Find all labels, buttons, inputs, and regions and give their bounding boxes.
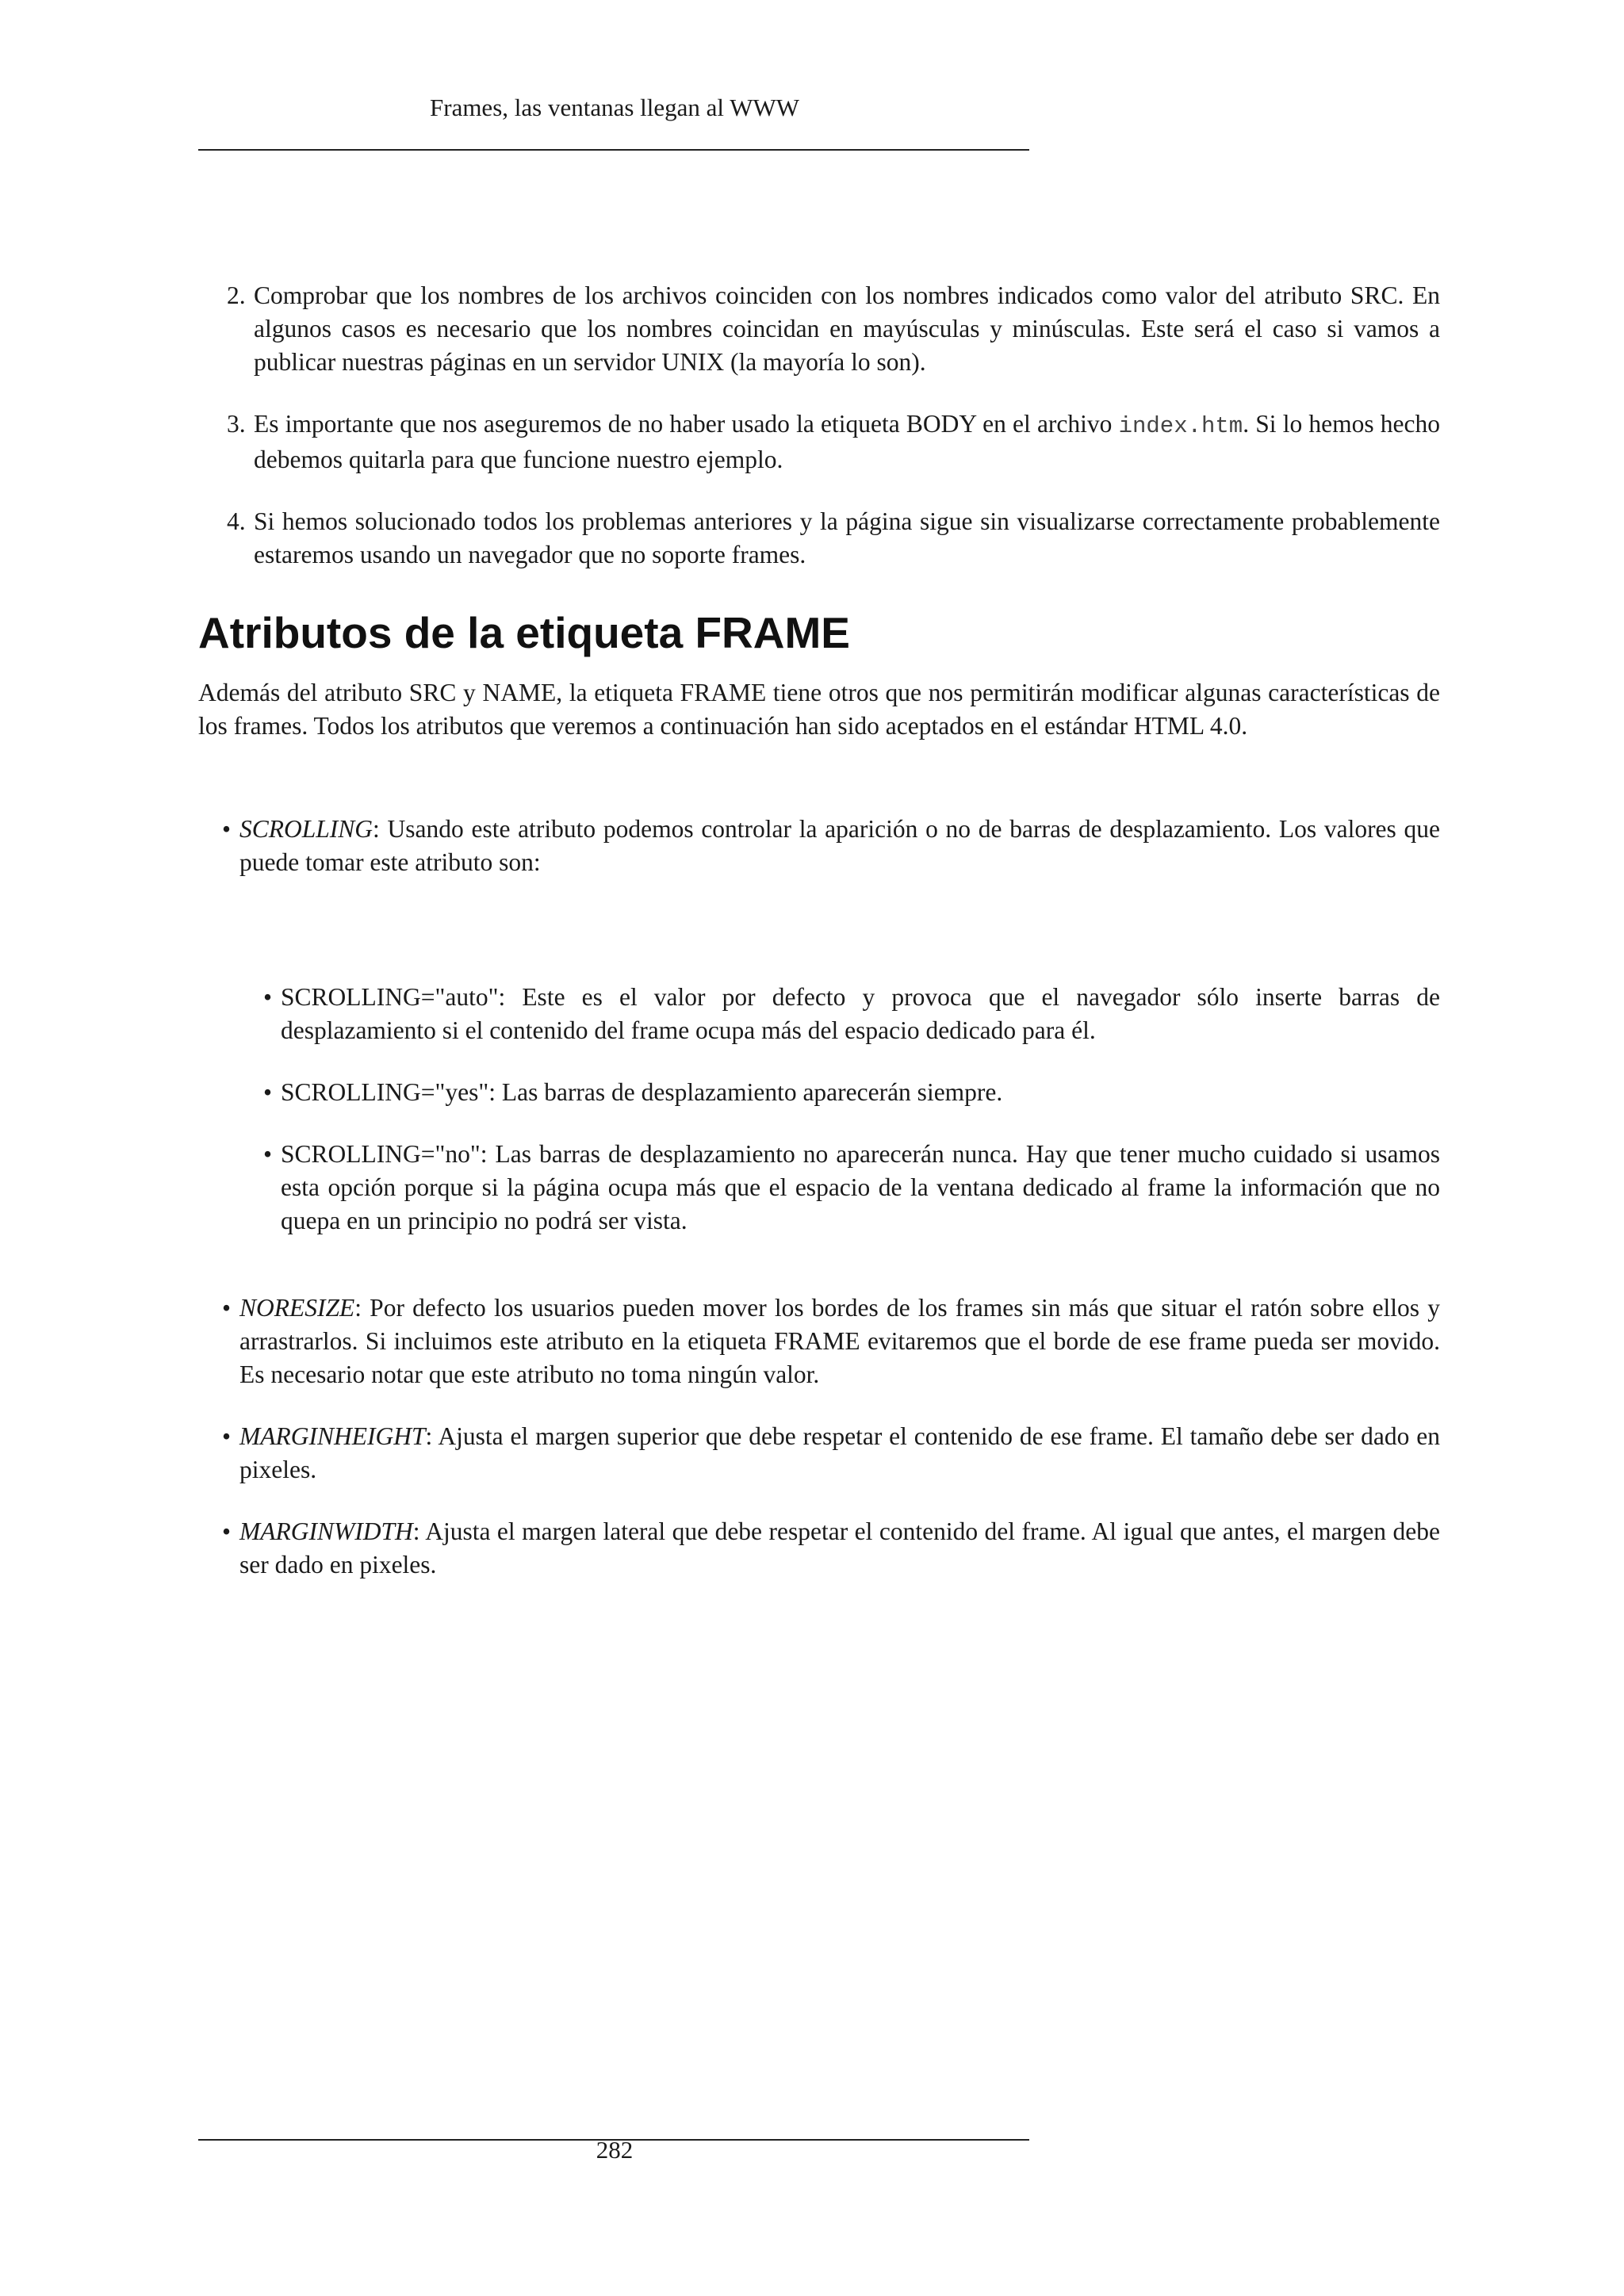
bullet-text: SCROLLING="no": Las barras de desplazamiento no aparecerán nunca. Hay que tener mucho cuidado si usamos esta opción porque si la página ocupa más que el espacio de la ventana dedicado al frame la información que no quepa en un principio no podrá ser vista. — [281, 1140, 1440, 1234]
numbered-item-3 — [227, 408, 1440, 476]
spacer — [198, 1266, 1440, 1292]
bullet-scrolling-auto — [263, 981, 1440, 1047]
bullet-scrolling-yes — [263, 1076, 1440, 1109]
running-header: Frames, las ventanas llegan al WWW — [430, 94, 799, 121]
bullet-text — [239, 1420, 1440, 1487]
bullet-dot: • — [222, 1422, 232, 1450]
attribute-name: SCROLLING — [239, 815, 373, 843]
list-item-text: Si hemos solucionado todos los problemas anteriores y la página sigue sin visualizarse correctamente probablemente estaremos usando un navegador que no soporte frames. — [254, 507, 1440, 568]
attribute-description: : Usando este atributo podemos controlar la aparición o no de barras de desplazamiento. Los valores que puede tomar este atributo son: — [239, 815, 1440, 876]
list-marker: 2. — [227, 281, 246, 309]
bullet-noresize — [222, 1292, 1440, 1391]
bullet-text — [239, 813, 1440, 879]
section-heading: Atributos de la etiqueta FRAME — [198, 608, 850, 657]
list-item-text — [254, 408, 1440, 476]
header-rule — [198, 149, 1029, 151]
page-number: 282 — [596, 2136, 634, 2164]
numbered-item-2 — [227, 279, 1440, 379]
bullet-dot: • — [263, 1140, 273, 1168]
filename-code: index.htm — [1118, 413, 1243, 439]
bullet-text: SCROLLING="yes": Las barras de desplazamiento aparecerán siempre. — [281, 1078, 1003, 1106]
attribute-description: : Ajusta el margen lateral que debe respetar el contenido del frame. Al igual que antes, el margen debe ser dado en pixeles. — [239, 1517, 1440, 1578]
list-marker: 4. — [227, 507, 246, 535]
section-intro: Además del atributo SRC y NAME, la etiqueta FRAME tiene otros que nos permitirán modificar algunas características de los frames. Todos los atributos que veremos a continuación han sido aceptados en el estándar HTML 4.0. — [198, 679, 1440, 740]
bullet-text: SCROLLING="auto": Este es el valor por defecto y provoca que el navegador sólo inserte barras de desplazamiento si el contenido del frame ocupa más del espacio dedicado para él. — [281, 983, 1440, 1044]
bullet-marginheight — [222, 1420, 1440, 1487]
bullet-text — [239, 1292, 1440, 1391]
list-item-text-before: Es importante que nos aseguremos de no haber usado la etiqueta BODY en el archivo — [254, 410, 1119, 438]
bullet-dot: • — [263, 983, 273, 1011]
page-content — [198, 279, 1440, 1610]
bullet-dot: • — [222, 1294, 232, 1322]
bullet-dot: • — [222, 815, 232, 843]
attribute-description: : Por defecto los usuarios pueden mover los bordes de los frames sin más que situar el ratón sobre ellos y arrastrarlos. Si incluimos este atributo en la etiqueta FRAME evitaremos que el borde de ese frame pueda ser movido. Es necesario notar que este atributo no toma ningún valor. — [239, 1294, 1440, 1388]
bullet-marginwidth — [222, 1515, 1440, 1582]
numbered-item-4 — [227, 505, 1440, 572]
bullet-text — [239, 1515, 1440, 1582]
attribute-name: MARGINWIDTH — [239, 1517, 413, 1545]
bullet-dot: • — [222, 1517, 232, 1545]
attribute-name: NORESIZE — [239, 1294, 355, 1322]
list-marker: 3. — [227, 410, 246, 438]
attribute-description: : Ajusta el margen superior que debe respetar el contenido de ese frame. El tamaño debe ser dado en pixeles. — [239, 1422, 1440, 1483]
list-item-text: Comprobar que los nombres de los archivos coinciden con los nombres indicados como valor del atributo SRC. En algunos casos es necesario que los nombres coincidan en mayúsculas y minúsculas. Este será el caso si vamos a publicar nuestras páginas en un servidor UNIX (la mayoría lo son). — [254, 281, 1440, 376]
spacer — [198, 908, 1440, 981]
attribute-name: MARGINHEIGHT — [239, 1422, 426, 1450]
list-item-text-after: . Si lo hemos hecho debemos quitarla para que funcione nuestro ejemplo. — [254, 410, 1441, 473]
bullet-scrolling — [222, 813, 1440, 879]
bullet-scrolling-no — [263, 1138, 1440, 1238]
bullet-dot: • — [263, 1078, 273, 1106]
